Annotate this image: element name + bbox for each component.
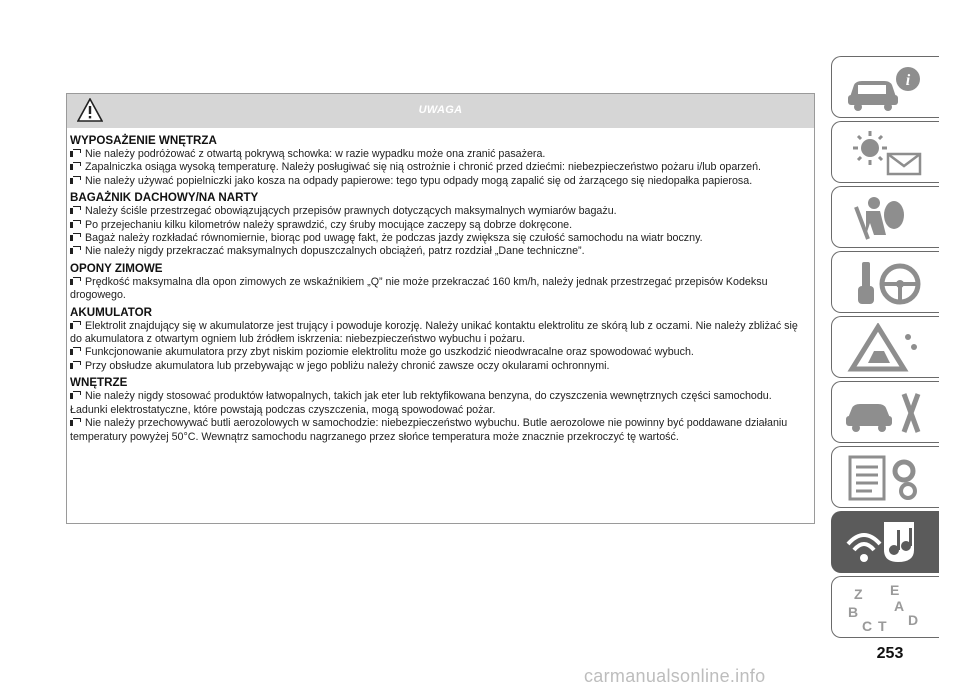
watermark: carmanualsonline.info <box>584 666 766 686</box>
bullet-item <box>70 232 810 245</box>
bullet-item <box>70 148 810 161</box>
bullet-text: Nie należy przechowywać butli aerozolowych w samochodzie: niebezpieczeństwo wybuchu. Butle aerozolowe nie powinny być poddawane działaniu temperatury powyżej 50°C. Wewnątrz samochodu nagrzanego przez słońce temperatura może znacznie przekroczyć tę wartość. <box>70 417 788 443</box>
bullet-icon <box>70 347 81 355</box>
bullet-text: Nie należy nigdy stosować produktów łatwopalnych, takich jak eter lub rektyfikowana benzyna, do czyszczenia wewnętrznych części samochodu. Ładunki elektrostatyczne, które powstają podczas czyszczenia, mogą spowodować pożar. <box>70 390 772 416</box>
svg-text:i: i <box>905 72 911 89</box>
bullet-icon <box>70 149 81 157</box>
index-letter: T <box>878 618 887 633</box>
bullet-icon <box>70 418 81 426</box>
section-title: AKUMULATOR <box>70 305 153 319</box>
warning-content <box>67 128 814 444</box>
bullet-text: Prędkość maksymalna dla opon zimowych ze wskaźnikiem „Q” nie może przekraczać 160 km/h, należy jednak przestrzegać przepisów Kodeksu drogowego. <box>70 275 768 302</box>
bullet-item <box>70 245 810 258</box>
section-title: BAGAŻNIK DACHOWY/NA NARTY <box>70 191 259 205</box>
bullet-icon <box>70 233 81 241</box>
index-letter: C <box>862 618 873 633</box>
tab-lights-messages[interactable] <box>831 121 939 183</box>
bullet-item <box>70 161 810 174</box>
bullet-item <box>70 360 810 373</box>
section-title: WNĘTRZE <box>70 376 128 390</box>
warning-title: UWAGA <box>418 104 463 116</box>
multimedia-icon <box>844 518 928 568</box>
tab-emergency[interactable] <box>831 316 939 378</box>
bullet-icon <box>70 220 81 228</box>
warning-box <box>66 93 815 524</box>
index-letter: E <box>890 583 900 598</box>
bullet-text: Należy ściśle przestrzegać obowiązujących przepisów prawnych dotyczących maksymalnych wymiarów bagażu. <box>85 205 617 218</box>
bullet-icon <box>70 321 81 329</box>
bullet-icon <box>70 162 81 170</box>
specs-gear-icon <box>844 453 928 503</box>
bullet-text: Przy obsłudze akumulatora lub przebywając w jego pobliżu należy chronić zawsze oczy okularami ochronnymi. <box>85 359 610 372</box>
car-info-icon <box>844 63 928 113</box>
bullet-text: Po przejechaniu kilku kilometrów należy sprawdzić, czy śruby mocujące zaczepy są dobrze dokręcone. <box>85 218 573 231</box>
warning-header <box>67 94 814 128</box>
tab-safety[interactable] <box>831 186 939 248</box>
bullet-icon <box>70 361 81 369</box>
index-letter: A <box>894 598 905 614</box>
bullet-item <box>70 417 810 444</box>
hazard-warning-icon <box>844 323 928 373</box>
bullet-text: Bagaż należy rozkładać równomiernie, biorąc pod uwagę fakt, że podczas jazdy zwiększa się czułość samochodu na wiatr boczny. <box>85 232 703 245</box>
alphabetical-index-icon <box>844 583 928 633</box>
bullet-icon <box>70 391 81 399</box>
section-title: WYPOSAŻENIE WNĘTRZA <box>70 134 217 147</box>
bullet-icon <box>70 176 81 184</box>
tab-multimedia[interactable] <box>831 511 939 573</box>
section-title: OPONY ZIMOWE <box>70 261 163 275</box>
bullet-item <box>70 205 810 218</box>
car-service-icon <box>844 388 928 438</box>
bullet-item <box>70 320 810 347</box>
bullet-item <box>70 276 810 303</box>
index-letter: Z <box>854 586 863 602</box>
bullet-text: Elektrolit znajdujący się w akumulatorze jest trujący i powoduje korozję. Należy unikać kontaktu elektrolitu ze skórą lub z oczami. Nie należy zbliżać się do akumulatora z otwartym ogniem lub źródłem iskrzenia: niebezpieczeństwo wybuchu i pożaru. <box>70 319 798 346</box>
airbag-safety-icon <box>844 193 928 243</box>
bullet-text: Nie należy nigdy przekraczać maksymalnych dopuszczalnych obciążeń, patrz rozdział „Dane techniczne”. <box>85 245 585 258</box>
bullet-item <box>70 346 810 359</box>
tab-maintenance[interactable] <box>831 381 939 443</box>
lights-message-icon <box>844 128 928 178</box>
bullet-text: Zapalniczka osiąga wysoką temperaturę. Należy posługiwać się nią ostrożnie i chronić przed dziećmi: niebezpieczeństwo pożaru i/lub oparzeń. <box>85 161 762 174</box>
bullet-item <box>70 390 810 417</box>
bullet-text: Funkcjonowanie akumulatora przy zbyt niskim poziomie elektrolitu może go uszkodzić nieodwracalne oraz spowodować wybuch. <box>85 346 694 359</box>
bullet-item <box>70 219 810 232</box>
key-steering-icon <box>844 258 928 308</box>
bullet-icon <box>70 246 81 254</box>
bullet-item <box>70 175 810 188</box>
page-number: 253 <box>876 645 904 662</box>
tab-technical-data[interactable] <box>831 446 939 508</box>
tab-car-info[interactable] <box>831 56 939 118</box>
bullet-icon <box>70 277 81 285</box>
bullet-text: Nie należy używać popielniczki jako kosza na odpady papierowe: tego typu odpady mogą zapalić się od żarzącego się niedopałka papierosa. <box>85 174 753 187</box>
tab-index[interactable] <box>831 576 939 638</box>
bullet-icon <box>70 206 81 214</box>
bullet-text: Nie należy podróżować z otwartą pokrywą schowka: w razie wypadku może ona zranić pasażera. <box>85 148 546 160</box>
tab-starting-driving[interactable] <box>831 251 939 313</box>
index-letter: B <box>848 604 859 620</box>
index-letter: D <box>908 612 919 628</box>
